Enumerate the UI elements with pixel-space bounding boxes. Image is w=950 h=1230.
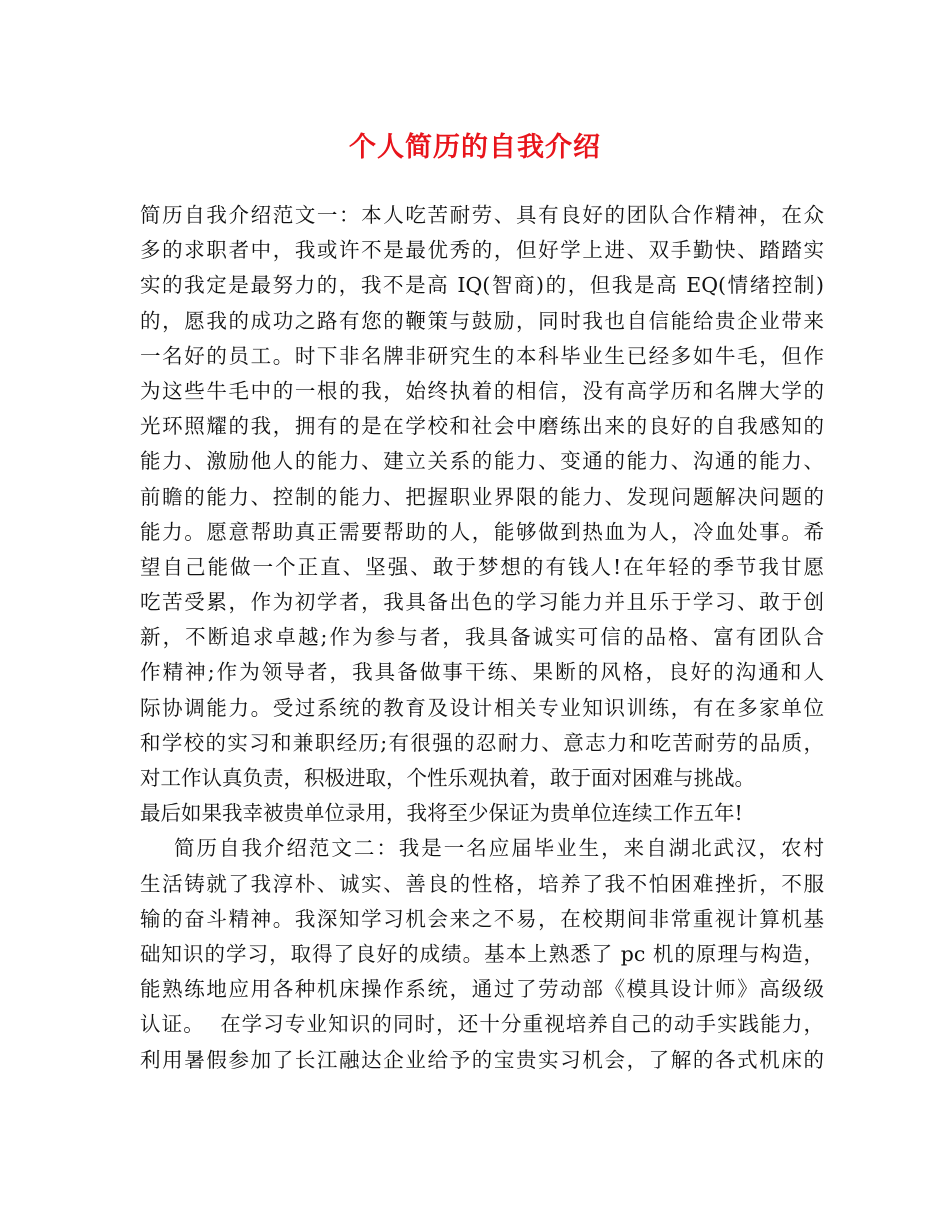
text-line: 新，不断追求卓越;作为参与者，我具备诚实可信的品格、富有团队合 <box>140 625 824 650</box>
text-line: 认证。 在学习专业知识的同时，还十分重视培养自己的动手实践能力， <box>140 1012 824 1037</box>
text-line: 能力。愿意帮助真正需要帮助的人，能够做到热血为人，冷血处事。希 <box>140 519 824 544</box>
text-line: 能力、激励他人的能力、建立关系的能力、变通的能力、沟通的能力、 <box>140 449 824 474</box>
text-line: 输的奋斗精神。我深知学习机会来之不易，在校期间非常重视计算机基 <box>140 906 824 931</box>
text-line: 最后如果我幸被贵单位录用，我将至少保证为贵单位连续工作五年! <box>140 801 743 826</box>
document-title: 个人简历的自我介绍 <box>349 132 601 163</box>
paragraph-1 <box>140 198 824 831</box>
text-line: 的，愿我的成功之路有您的鞭策与鼓励，同时我也自信能给贵企业带来 <box>140 308 824 333</box>
text-line: 能熟练地应用各种机床操作系统，通过了劳动部《模具设计师》高级级 <box>140 977 824 1002</box>
text-line: 生活铸就了我淳朴、诚实、善良的性格，培养了我不怕困难挫折，不服 <box>140 871 824 896</box>
document-body <box>140 198 824 1078</box>
text-line: 础知识的学习，取得了良好的成绩。基本上熟悉了 pc 机的原理与构造， <box>140 941 824 966</box>
text-line: 作精神;作为领导者，我具备做事干练、果断的风格，良好的沟通和人 <box>140 660 824 685</box>
text-line: 简历自我介绍范文一：本人吃苦耐劳、具有良好的团队合作精神，在众 <box>140 203 824 227</box>
text-line: 前瞻的能力、控制的能力、把握职业界限的能力、发现问题解决问题的 <box>140 484 824 509</box>
text-line: 吃苦受累，作为初学者，我具备出色的学习能力并且乐于学习、敢于创 <box>140 590 824 615</box>
text-line: 光环照耀的我，拥有的是在学校和社会中磨练出来的良好的自我感知的 <box>140 414 824 439</box>
text-line: 对工作认真负责，积极进取，个性乐观执着，敢于面对困难与挑战。 <box>140 766 755 790</box>
text-line: 实的我定是最努力的，我不是高 IQ(智商)的，但我是高 EQ(情绪控制) <box>140 273 824 298</box>
text-line: 为这些牛毛中的一根的我，始终执着的相信，没有高学历和名牌大学的 <box>140 378 824 403</box>
text-line: 望自己能做一个正直、坚强、敢于梦想的有钱人!在年轻的季节我甘愿 <box>140 554 824 579</box>
paragraph-2 <box>140 831 824 1077</box>
text-line: 简历自我介绍范文二：我是一名应届毕业生，来自湖北武汉，农村 <box>140 836 824 861</box>
text-line: 多的求职者中，我或许不是最优秀的，但好学上进、双手勤快、踏踏实 <box>140 238 824 263</box>
text-line: 利用暑假参加了长江融达企业给予的宝贵实习机会，了解的各式机床的 <box>140 1047 824 1072</box>
text-line: 和学校的实习和兼职经历;有很强的忍耐力、意志力和吃苦耐劳的品质， <box>140 730 824 755</box>
text-line: 际协调能力。受过系统的教育及设计相关专业知识训练，有在多家单位 <box>140 695 824 720</box>
text-line: 一名好的员工。时下非名牌非研究生的本科毕业生已经多如牛毛，但作 <box>140 343 824 368</box>
